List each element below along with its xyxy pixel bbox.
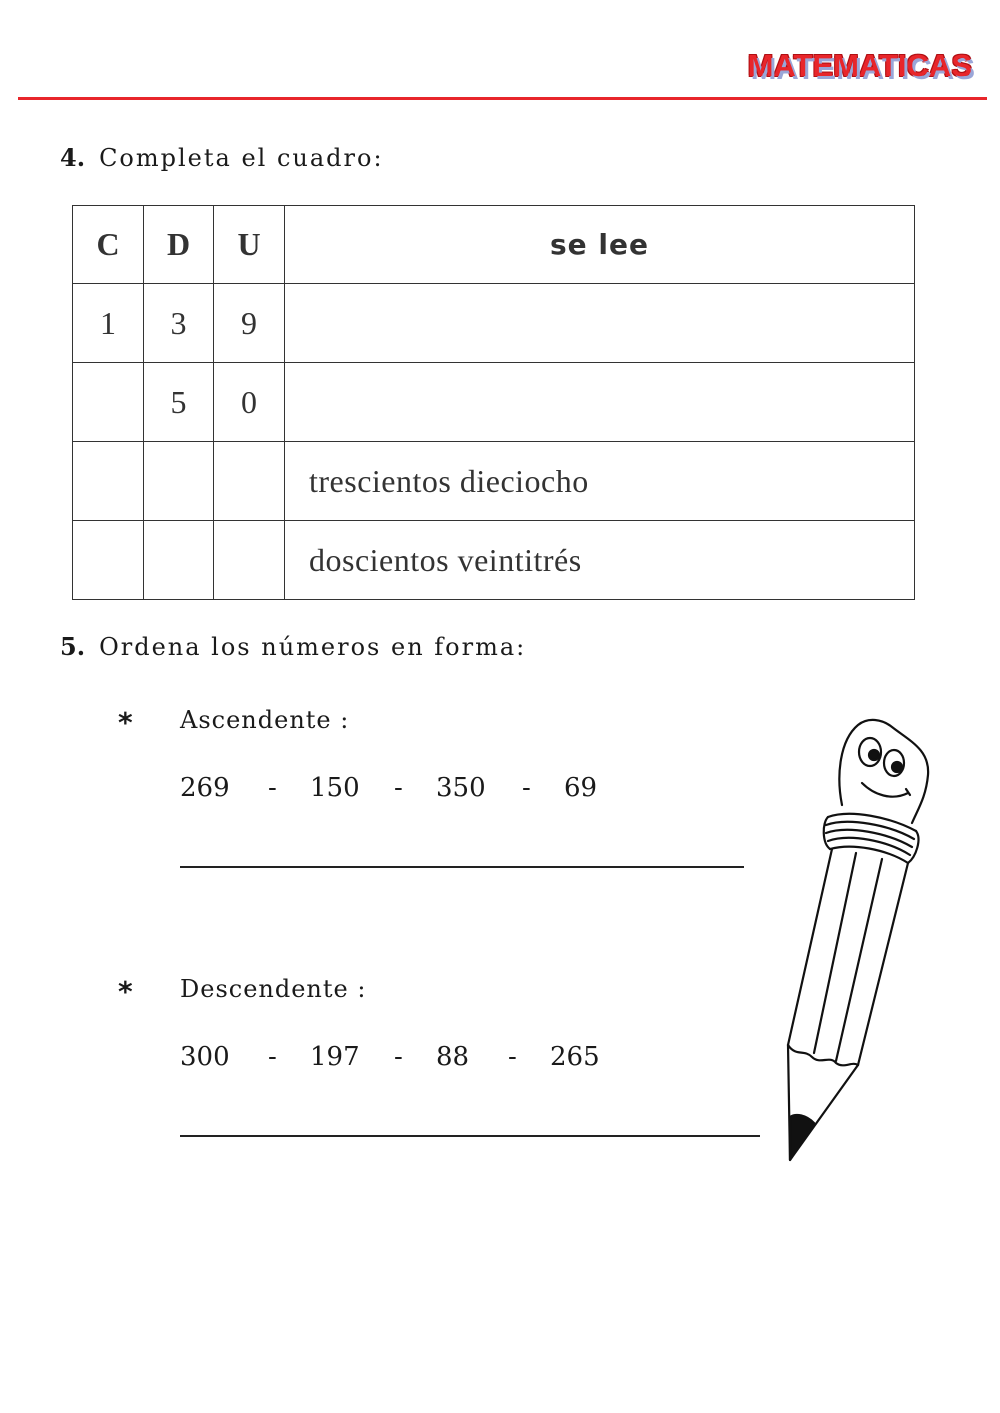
number-item: 88 <box>436 1042 470 1072</box>
header-d: D <box>144 206 214 284</box>
ascending-answer-line[interactable] <box>180 866 744 868</box>
cell-reading: trescientos dieciocho <box>285 442 915 521</box>
cell-c[interactable] <box>73 363 144 442</box>
number-item: 269 <box>180 773 230 803</box>
cell-c[interactable]: 1 <box>73 284 144 363</box>
descending-numbers <box>180 1042 600 1072</box>
separator-dash: - <box>268 1042 277 1072</box>
smiling-pencil-icon <box>770 705 970 1175</box>
header-c: C <box>73 206 144 284</box>
bullet-asterisk: * <box>118 706 133 739</box>
cell-d[interactable]: 3 <box>144 284 214 363</box>
separator-dash: - <box>394 773 403 803</box>
place-value-table <box>72 205 915 600</box>
separator-dash: - <box>394 1042 403 1072</box>
table-row <box>73 363 915 442</box>
separator-dash: - <box>508 1042 517 1072</box>
number-item: 350 <box>436 773 486 803</box>
question-4-text: Completa el cuadro: <box>99 144 384 172</box>
cell-u[interactable]: 0 <box>214 363 285 442</box>
ascending-label: Ascendente : <box>180 706 350 734</box>
question-4-number: 4. <box>60 143 86 172</box>
table-row <box>73 284 915 363</box>
number-item: 150 <box>310 773 360 803</box>
descending-label: Descendente : <box>180 975 367 1003</box>
ascending-numbers <box>180 773 597 803</box>
header-u: U <box>214 206 285 284</box>
subject-title: MATEMATICAS <box>747 48 972 83</box>
separator-dash: - <box>522 773 531 803</box>
separator-dash: - <box>268 773 277 803</box>
table-row <box>73 442 915 521</box>
cell-u[interactable] <box>214 442 285 521</box>
cell-reading: doscientos veintitrés <box>285 521 915 600</box>
number-item: 265 <box>550 1042 600 1072</box>
table-row <box>73 521 915 600</box>
bullet-asterisk: * <box>118 975 133 1008</box>
cell-d[interactable] <box>144 521 214 600</box>
cell-u[interactable]: 9 <box>214 284 285 363</box>
header-se-lee: se lee <box>285 206 915 284</box>
number-item: 197 <box>310 1042 360 1072</box>
cell-d[interactable]: 5 <box>144 363 214 442</box>
cell-d[interactable] <box>144 442 214 521</box>
cell-reading[interactable] <box>285 284 915 363</box>
cell-u[interactable] <box>214 521 285 600</box>
cell-reading[interactable] <box>285 363 915 442</box>
question-5-text: Ordena los números en forma: <box>99 633 527 661</box>
cell-c[interactable] <box>73 442 144 521</box>
question-4 <box>60 143 384 172</box>
cell-c[interactable] <box>73 521 144 600</box>
descending-answer-line[interactable] <box>180 1135 760 1137</box>
number-item: 300 <box>180 1042 230 1072</box>
number-item: 69 <box>564 773 598 803</box>
question-5-number: 5. <box>60 632 86 661</box>
table-header-row <box>73 206 915 284</box>
header-divider <box>18 97 987 100</box>
question-5 <box>60 632 526 661</box>
